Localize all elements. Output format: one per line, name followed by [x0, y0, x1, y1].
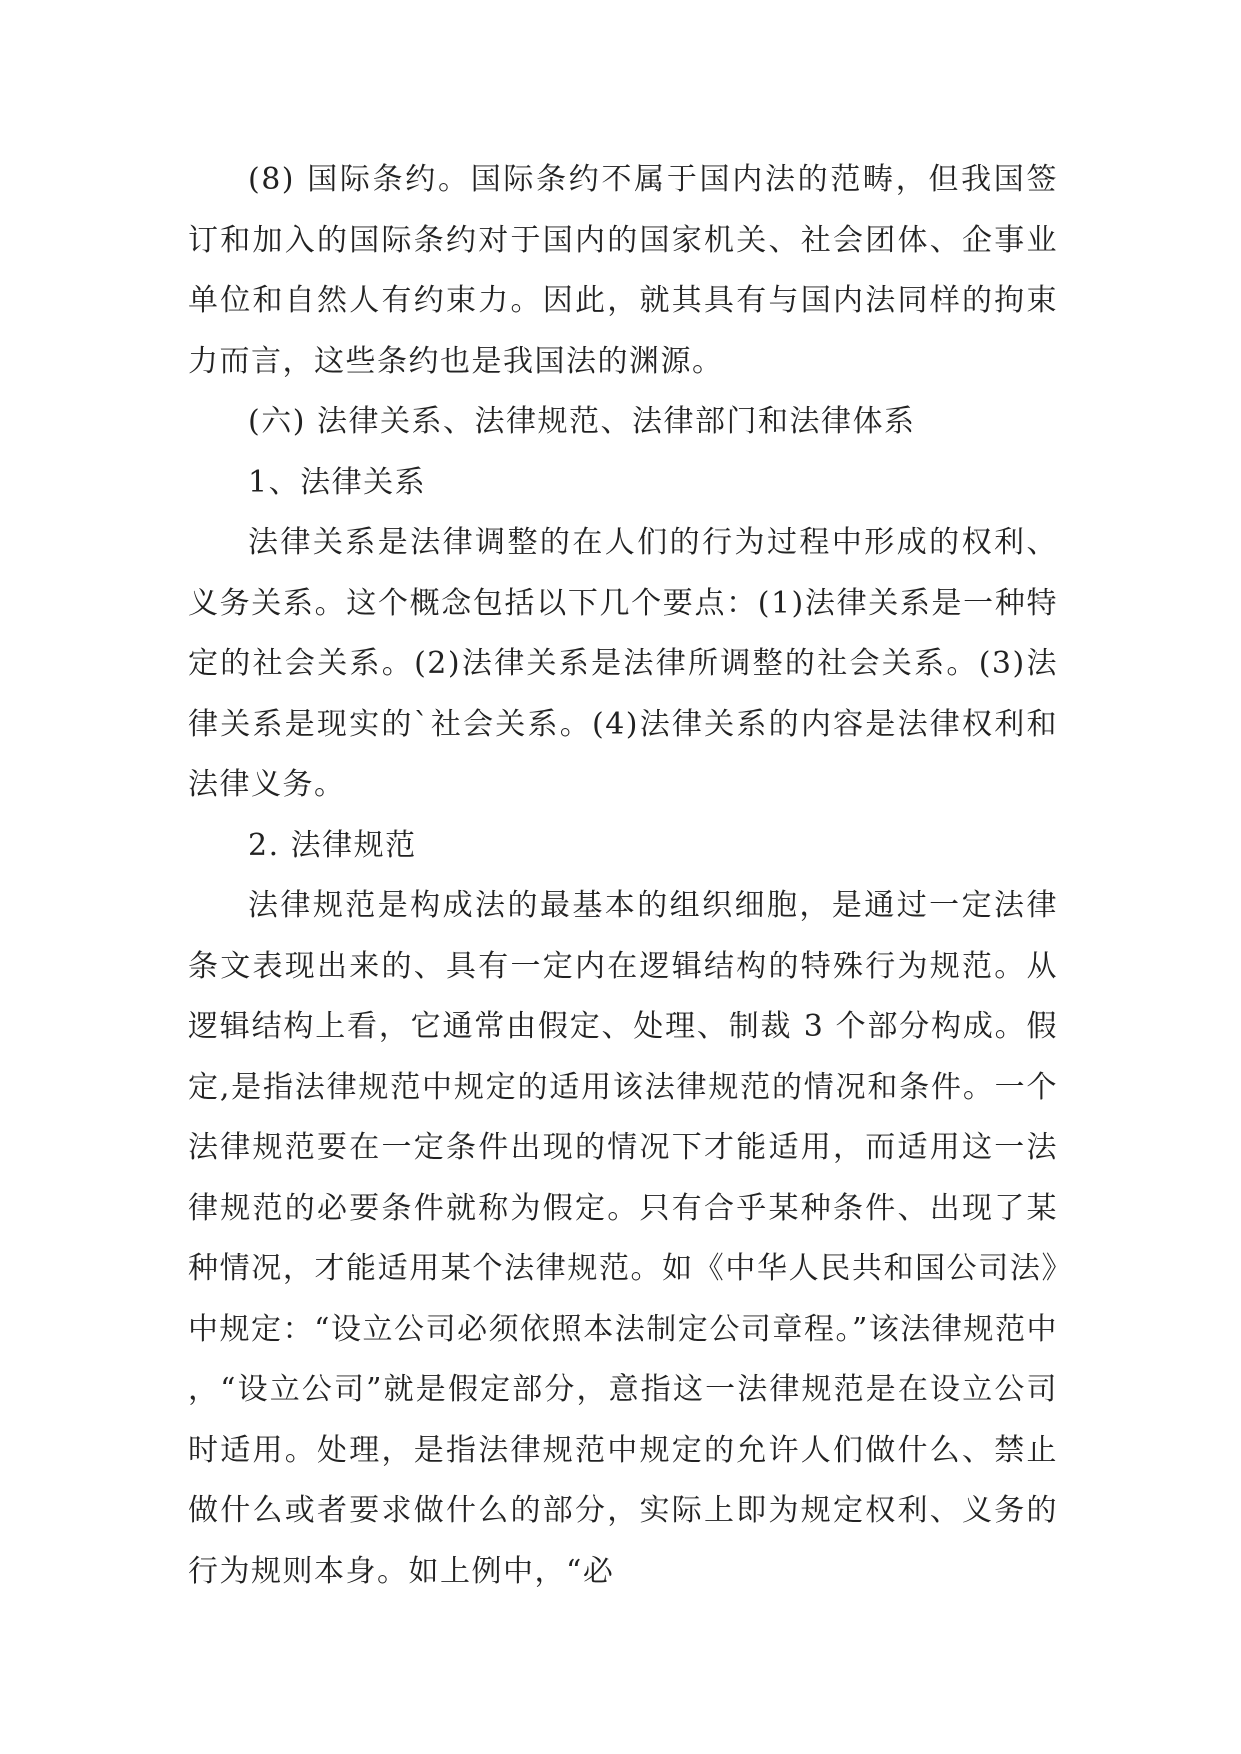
paragraph-legal-relations: 法律关系是法律调整的在人们的行为过程中形成的权利、义务关系。这个概念包括以下几个要点：(1)法律关系是一种特定的社会关系。(2)法律关系是法律所调整的社会关系。(3)法律关系是现实的`社会关系。(4)法律关系的内容是法律权利和法律义务。 — [188, 525, 1058, 802]
subheading-legal-norms: 2. 法律规范 — [248, 827, 417, 863]
paragraph-international-treaties: (8) 国际条约。国际条约不属于国内法的范畴，但我国签订和加入的国际条约对于国内的国家机关、社会团体、企事业单位和自然人有约束力。因此，就其具有与国内法同样的拘束力而言，这些条约也是我国法的渊源。 — [188, 162, 1058, 379]
paragraph-legal-norms: 法律规范是构成法的最基本的组织细胞，是通过一定法律条文表现出来的、具有一定内在逻辑结构的特殊行为规范。从逻辑结构上看，它通常由假定、处理、制裁 3 个部分构成。假定,是指法律规范中规定的适用该法律规范的情况和条件。一个法律规范要在一定条件出现的情况下才能适用，而适用这一法律规范的必要条件就称为假定。只有合乎某种条件、出现了某种情况，才能适用某个法律规范。如《中华人民共和国公司法》中规定：“设立公司必须依照本法制定公司章程。”该法律规范中，“设立公司”就是假定部分，意指这一法律规范是在设立公司时适用。处理，是指法律规范中规定的允许人们做什么、禁止做什么或者要求做什么的部分，实际上即为规定权利、义务的行为规则本身。如上例中，“必 — [188, 888, 1058, 1589]
section-heading-legal-relations-norms: (六) 法律关系、法律规范、法律部门和法律体系 — [248, 404, 916, 439]
document-body — [188, 150, 1058, 1602]
subheading-legal-relations: 1、法律关系 — [248, 464, 427, 500]
